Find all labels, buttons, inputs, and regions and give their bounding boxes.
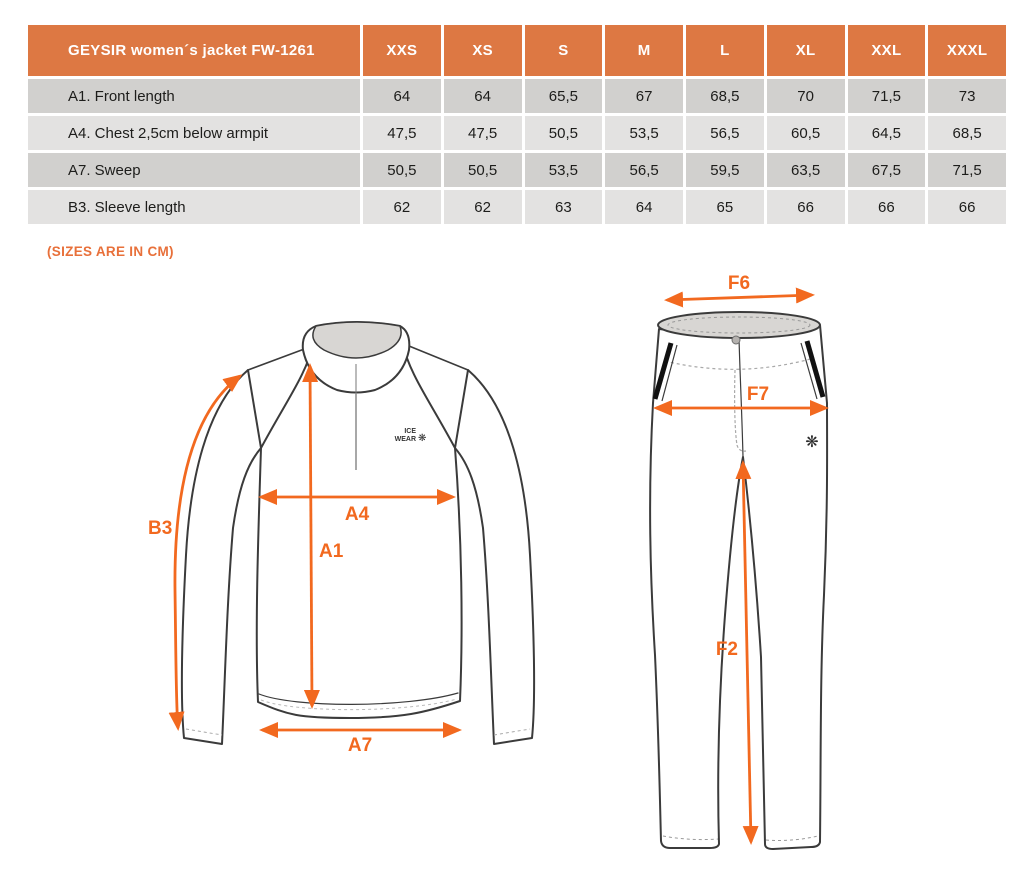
value-cell: 70 (767, 79, 845, 113)
value-cell: 62 (363, 190, 441, 224)
value-cell: 53,5 (525, 153, 603, 187)
jacket-outline (182, 322, 534, 744)
value-cell: 67 (605, 79, 683, 113)
jacket-left-sleeve (182, 370, 261, 744)
row-label-cell: A1. Front length (28, 79, 360, 113)
value-cell: 64 (605, 190, 683, 224)
value-cell: 47,5 (363, 116, 441, 150)
b3-label: B3 (148, 518, 173, 539)
size-header-xs: XS (444, 25, 522, 76)
row-label-cell: A7. Sweep (28, 153, 360, 187)
size-header-s: S (525, 25, 603, 76)
value-cell: 67,5 (848, 153, 926, 187)
f2-label: F2 (715, 639, 738, 660)
icewear-logo-text: WEAR (394, 436, 416, 443)
value-cell: 66 (848, 190, 926, 224)
row-label-cell: B3. Sleeve length (28, 190, 360, 224)
jacket-shoulder-seam-right (409, 346, 468, 370)
value-cell: 63,5 (767, 153, 845, 187)
pants-waist-opening (658, 312, 820, 338)
size-header-xxl: XXL (848, 25, 926, 76)
size-header-l: L (686, 25, 764, 76)
size-header-xxs: XXS (363, 25, 441, 76)
a1-label: A1 (319, 541, 344, 562)
row-label-cell: A4. Chest 2,5cm below armpit (28, 116, 360, 150)
f7-label: F7 (746, 384, 770, 405)
table-title: GEYSIR women´s jacket FW-1261 (28, 25, 360, 76)
value-cell: 56,5 (686, 116, 764, 150)
value-cell: 59,5 (686, 153, 764, 187)
value-cell: 66 (928, 190, 1006, 224)
value-cell: 50,5 (525, 116, 603, 150)
f6-label: F6 (727, 275, 751, 294)
value-cell: 63 (525, 190, 603, 224)
value-cell: 53,5 (605, 116, 683, 150)
snowflake-icon: ❋ (418, 433, 427, 444)
value-cell: 68,5 (928, 116, 1006, 150)
snowflake-icon: ❋ (805, 434, 819, 451)
size-header-xl: XL (767, 25, 845, 76)
jacket-body (257, 337, 462, 718)
value-cell: 56,5 (605, 153, 683, 187)
pants-button (732, 336, 740, 344)
value-cell: 64 (363, 79, 441, 113)
pants-outline (650, 312, 827, 849)
size-table (28, 25, 1006, 224)
jacket-right-sleeve (455, 370, 534, 744)
value-cell: 50,5 (444, 153, 522, 187)
value-cell: 66 (767, 190, 845, 224)
value-cell: 71,5 (848, 79, 926, 113)
value-cell: 47,5 (444, 116, 522, 150)
a1-arrow (310, 366, 312, 706)
value-cell: 60,5 (767, 116, 845, 150)
value-cell: 65,5 (525, 79, 603, 113)
a4-label: A4 (344, 504, 370, 525)
value-cell: 68,5 (686, 79, 764, 113)
value-cell: 65 (686, 190, 764, 224)
pants-diagram (615, 275, 885, 875)
value-cell: 64,5 (848, 116, 926, 150)
pants-body (650, 325, 827, 849)
jacket-diagram (128, 300, 568, 770)
value-cell: 73 (928, 79, 1006, 113)
icewear-logo-text: ICE (404, 428, 416, 435)
value-cell: 62 (444, 190, 522, 224)
jacket-shoulder-seam-left (248, 348, 307, 370)
sizes-unit-note: (SIZES ARE IN CM) (47, 244, 174, 259)
a7-label: A7 (347, 735, 373, 756)
value-cell: 50,5 (363, 153, 441, 187)
value-cell: 71,5 (928, 153, 1006, 187)
size-header-xxxl: XXXL (928, 25, 1006, 76)
value-cell: 64 (444, 79, 522, 113)
f6-arrow (667, 295, 812, 300)
size-header-m: M (605, 25, 683, 76)
